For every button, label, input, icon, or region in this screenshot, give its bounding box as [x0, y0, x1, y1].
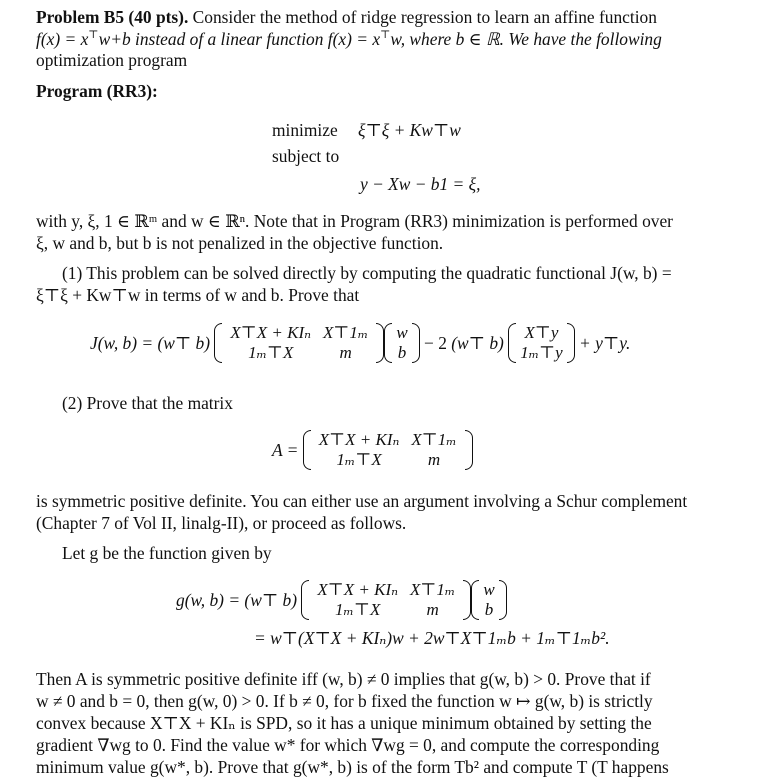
a-m22: m	[427, 450, 441, 469]
subject-to-keyword: subject to	[272, 146, 340, 166]
j-rhs-vector	[508, 323, 574, 363]
problem-heading: Problem B5 (40 pts).	[36, 7, 189, 27]
with-text-line-2: ξ, w and b, but b is not penalized in the objective function.	[36, 233, 444, 253]
g-v1: w	[483, 580, 495, 599]
problem-intro-line-2: f(x) = x⊤w+b instead of a linear function f(x) = x⊤w, where b ∈ ℝ. We have the following	[36, 29, 662, 49]
a-matrix	[303, 430, 473, 470]
j-equation	[90, 318, 630, 368]
j-m12: X⊤1ₘ	[323, 323, 369, 342]
then-line-5: minimum value g(w*, b). Prove that g(w*, b) is of the form Tb² and compute T (T happens	[36, 757, 669, 777]
a-m21: 1ₘ⊤X	[336, 450, 382, 469]
g-m12: X⊤1ₘ	[410, 580, 456, 599]
j-v1: w	[396, 323, 408, 342]
g-m21: 1ₘ⊤X	[335, 600, 381, 619]
j-r1: X⊤y	[524, 323, 559, 342]
program-label: Program (RR3):	[36, 81, 158, 101]
g-row-vector: (w⊤ b)	[244, 589, 298, 610]
affine-fn-b: w+b instead of a linear function f(x) = x	[98, 29, 381, 49]
part1-line-1: (1) This problem can be solved directly by computing the quadratic functional J(w, b) =	[62, 263, 672, 283]
a-equation	[272, 426, 473, 474]
j-m11: X⊤X + KIₙ	[230, 323, 312, 342]
objective-expr: ξ⊤ξ + Kw⊤w	[358, 120, 461, 140]
g-equation	[176, 576, 507, 624]
j-m21: 1ₘ⊤X	[248, 343, 294, 362]
a-m12: X⊤1ₘ	[411, 430, 457, 449]
g-m11: X⊤X + KIₙ	[317, 580, 398, 599]
affine-fn-a: f(x) = x	[36, 29, 89, 49]
j-m22: m	[339, 343, 352, 362]
j-v2: b	[397, 343, 407, 362]
j-row-vector: (w⊤ b)	[157, 332, 211, 353]
j-matrix	[214, 323, 384, 363]
then-line-2: w ≠ 0 and b = 0, then g(w, 0) > 0. If b ≠ 0, for b fixed the function w ↦ g(w, b) is strictly	[36, 691, 653, 711]
j-lhs: J(w, b) =	[90, 332, 154, 353]
j-row-vector-2: (w⊤ b)	[451, 332, 504, 353]
constraint-expr: y − Xw − b1 = ξ,	[360, 174, 481, 194]
problem-intro-line-3: optimization program	[36, 50, 188, 70]
g-v2: b	[484, 600, 494, 619]
then-line-3: convex because X⊤X + KIₙ is SPD, so it has a unique minimum obtained by setting the	[36, 713, 652, 733]
part2-line-1: (2) Prove that the matrix	[62, 393, 233, 413]
g-matrix	[301, 580, 471, 620]
a-lhs: A =	[272, 439, 299, 460]
g-col-vector	[471, 580, 506, 620]
g-m22: m	[426, 600, 439, 619]
g-expansion: = w⊤(X⊤X + KIₙ)w + 2w⊤X⊤1ₘb + 1ₘ⊤1ₘb².	[254, 628, 610, 648]
part1-line-2: ξ⊤ξ + Kw⊤w in terms of w and b. Prove that	[36, 285, 360, 305]
then-line-4: gradient ∇wg to 0. Find the value w* for which ∇wg = 0, and compute the corresponding	[36, 735, 660, 755]
j-col-vector	[384, 323, 419, 363]
j-r2: 1ₘ⊤y	[520, 343, 563, 362]
problem-intro-line-1	[36, 6, 657, 28]
affine-fn-c: w, where b ∈ ℝ. We have the following	[390, 29, 662, 49]
let-g-line: Let g be the function given by	[62, 543, 272, 563]
a-m11: X⊤X + KIₙ	[318, 430, 400, 449]
with-text-line-1: with y, ξ, 1 ∈ ℝᵐ and w ∈ ℝⁿ. Note that in Program (RR3) minimization is performed over	[36, 211, 673, 231]
symmetric-line-1: is symmetric positive definite. You can either use an argument involving a Schur complement	[36, 491, 688, 511]
symmetric-line-2: (Chapter 7 of Vol II, linalg-II), or proceed as follows.	[36, 513, 407, 533]
g-lhs: g(w, b) =	[176, 589, 241, 610]
j-minus-two: − 2	[424, 332, 447, 353]
j-tail: + y⊤y.	[579, 332, 631, 353]
minimize-keyword: minimize	[272, 120, 338, 140]
then-line-1: Then A is symmetric positive definite iff (w, b) ≠ 0 implies that g(w, b) > 0. Prove that if	[36, 669, 651, 689]
problem-intro-text: Consider the method of ridge regression to learn an affine function	[188, 7, 657, 27]
